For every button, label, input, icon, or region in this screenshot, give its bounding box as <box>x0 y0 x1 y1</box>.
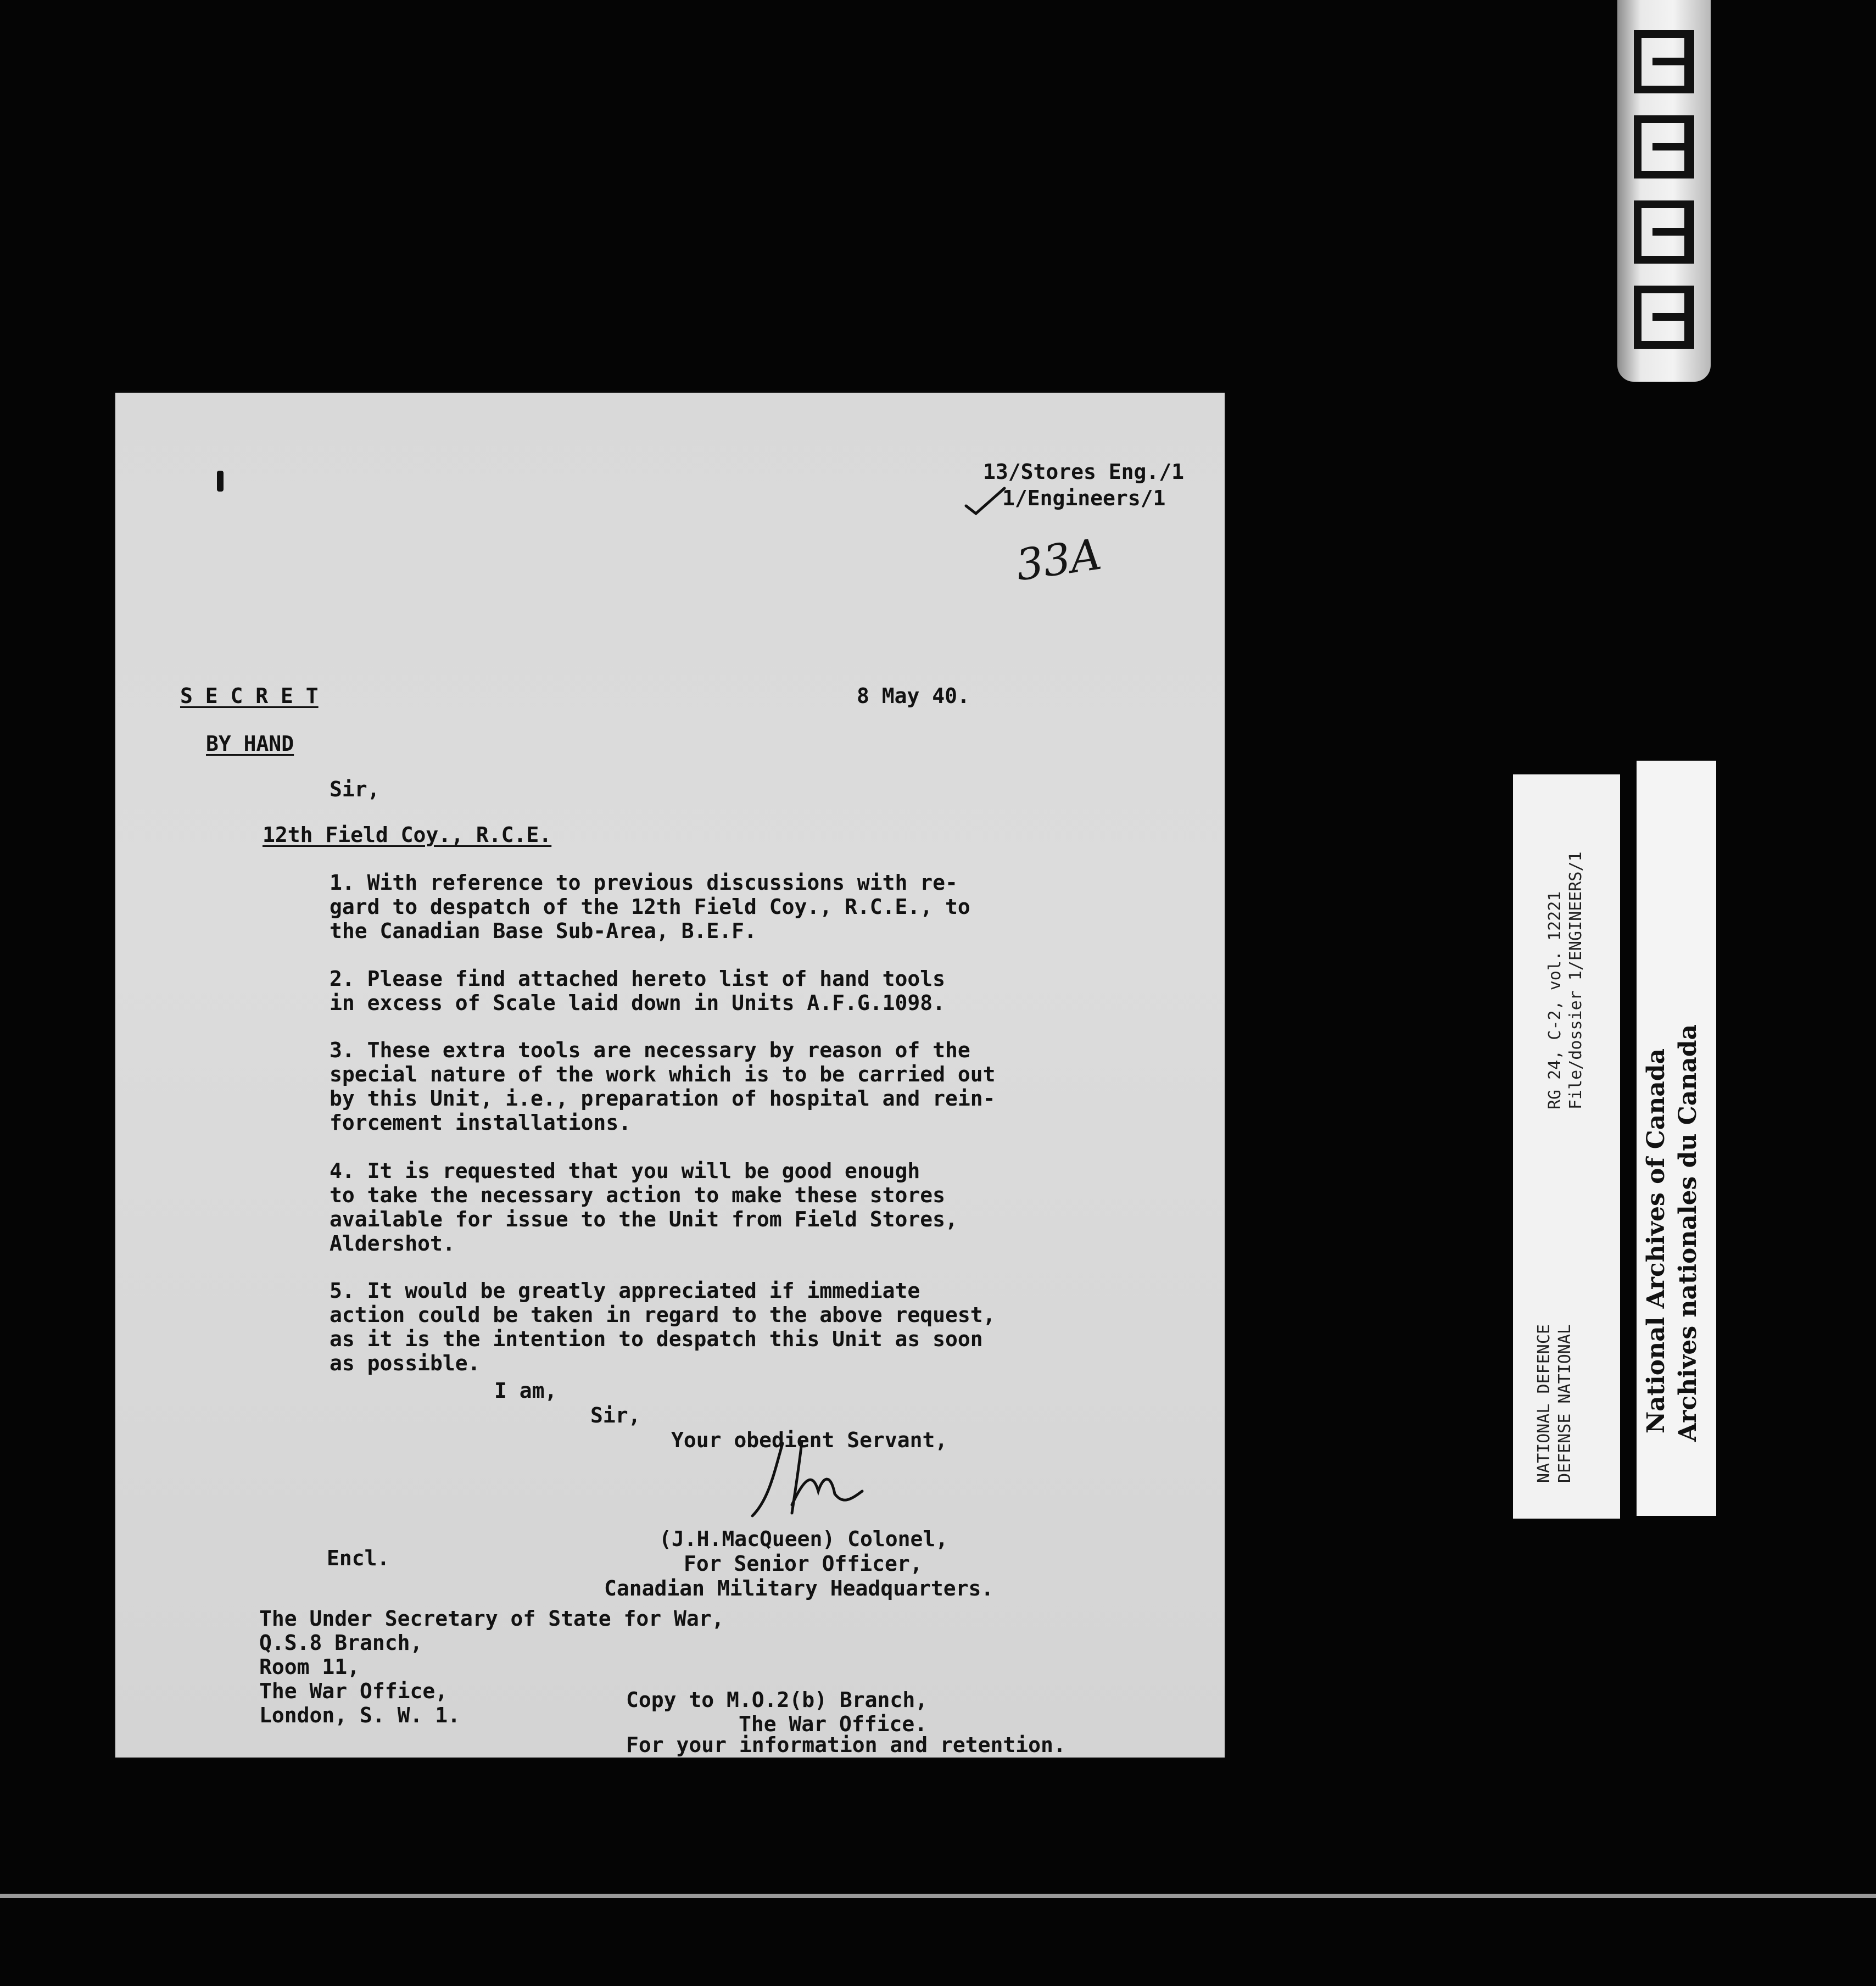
addressee-line-4: The War Office, <box>259 1679 448 1703</box>
salutation: Sir, <box>330 777 380 801</box>
film-edge-strip <box>0 1894 1876 1898</box>
para-5-line-3: as it is the intention to despatch this Unit as soon <box>330 1327 983 1351</box>
subject-line: 12th Field Coy., R.C.E. <box>263 823 552 847</box>
delivery-method: BY HAND <box>206 732 294 756</box>
copy-to-line-3: For your information and retention. <box>626 1733 1066 1757</box>
para-1-line-2: gard to despatch of the 12th Field Coy., R.C.E., to <box>330 895 970 919</box>
target-mark-4 <box>1634 286 1694 349</box>
para-3-line-4: forcement installations. <box>330 1111 632 1135</box>
target-mark-1 <box>1634 30 1694 93</box>
file-ref-1: 13/Stores Eng./1 <box>983 460 1185 484</box>
para-1-line-3: the Canadian Base Sub-Area, B.E.F. <box>330 919 757 943</box>
para-4-line-4: Aldershot. <box>330 1231 455 1256</box>
para-2-line-2: in excess of Scale laid down in Units A.F.G.1098. <box>330 991 946 1015</box>
check-mark-icon <box>964 485 1008 518</box>
archives-label <box>1637 761 1716 1516</box>
para-5-line-1: 5. It would be greatly appreciated if immediate <box>330 1279 920 1303</box>
target-mark-2 <box>1634 115 1694 178</box>
para-4-line-2: to take the necessary action to make these stores <box>330 1183 946 1207</box>
closing-i-am: I am, <box>494 1379 557 1403</box>
target-mark-3 <box>1634 200 1694 264</box>
para-3-line-1: 3. These extra tools are necessary by reason of the <box>330 1038 970 1062</box>
para-5-line-2: action could be taken in regard to the above request, <box>330 1303 996 1327</box>
film-target-block <box>1617 0 1711 382</box>
addressee-line-1: The Under Secretary of State for War, <box>259 1606 724 1631</box>
reference-line-2: File/dossier 1/ENGINEERS/1 <box>1566 851 1585 1109</box>
addressee-line-5: London, S. W. 1. <box>259 1703 461 1727</box>
reference-label <box>1513 774 1620 1519</box>
file-ref-2: 1/Engineers/1 <box>1002 486 1166 510</box>
addressee-line-3: Room 11, <box>259 1655 360 1679</box>
copy-to-line-1: Copy to M.O.2(b) Branch, <box>626 1688 928 1712</box>
enclosure-note: Encl. <box>327 1546 390 1570</box>
para-5-line-4: as possible. <box>330 1351 481 1375</box>
department-line-2: DEFENSE NATIONAL <box>1555 1324 1575 1483</box>
archives-line-en: National Archives of Canada <box>1642 1048 1670 1433</box>
addressee-line-2: Q.S.8 Branch, <box>259 1631 423 1655</box>
letter-date: 8 May 40. <box>857 684 970 708</box>
para-4-line-1: 4. It is requested that you will be good enough <box>330 1159 920 1183</box>
letter-sheet <box>115 393 1225 1758</box>
archives-line-fr: Archives nationales du Canada <box>1674 1024 1702 1442</box>
closing-sir: Sir, <box>590 1403 641 1427</box>
punch-mark <box>217 471 224 492</box>
para-4-line-3: available for issue to the Unit from Field Stores, <box>330 1207 958 1231</box>
classification-heading: S E C R E T <box>180 684 319 708</box>
signatory-role: For Senior Officer, <box>684 1552 923 1576</box>
para-2-line-1: 2. Please find attached hereto list of hand tools <box>330 967 946 991</box>
handwritten-signature <box>730 1439 873 1521</box>
closing-servant: Your obedient Servant, <box>671 1428 948 1452</box>
reference-line-1: RG 24, C-2, vol. 12221 <box>1545 891 1565 1109</box>
para-1-line-1: 1. With reference to previous discussions with re- <box>330 871 958 895</box>
folio-number: 33A <box>1013 529 1105 591</box>
department-line-1: NATIONAL DEFENCE <box>1534 1324 1554 1483</box>
para-3-line-3: by this Unit, i.e., preparation of hospital and rein- <box>330 1086 996 1111</box>
para-3-line-2: special nature of the work which is to be carried out <box>330 1062 996 1086</box>
signatory-office: Canadian Military Headquarters. <box>604 1576 994 1600</box>
copy-to-line-2: The War Office. <box>739 1712 928 1736</box>
signatory-name: (J.H.MacQueen) Colonel, <box>659 1527 948 1551</box>
